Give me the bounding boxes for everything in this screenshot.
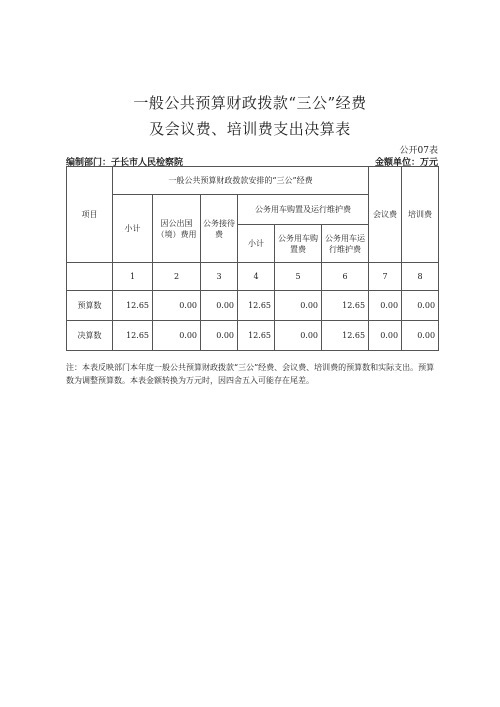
table-cell: 0.00: [369, 321, 402, 351]
table-row-actual: [67, 321, 439, 351]
header-training-fee: 培训费: [402, 167, 439, 263]
table-cell: 0.00: [402, 321, 439, 351]
expenditure-table: [66, 166, 439, 351]
col-number: 8: [402, 263, 439, 291]
table-cell: 0.00: [153, 321, 201, 351]
col-number: 2: [153, 263, 201, 291]
amount-unit: 金额单位：万元: [374, 158, 438, 168]
table-cell: 0.00: [275, 321, 322, 351]
table-cell: 0.00: [153, 291, 201, 321]
header-three-public-group: 一般公共预算财政拨款安排的“三公”经费: [113, 167, 369, 195]
header-subtotal: 小计: [113, 195, 153, 263]
col-number: 1: [113, 263, 153, 291]
table-cell: 12.65: [322, 291, 369, 321]
table-cell: 0.00: [201, 321, 238, 351]
header-item: 项目: [67, 167, 113, 263]
col-number: 3: [201, 263, 238, 291]
row-label: 预算数: [67, 291, 113, 321]
header-vehicle-purchase: 公务用车购置费: [275, 225, 322, 263]
table-cell: 0.00: [201, 291, 238, 321]
header-vehicle-subtotal: 小计: [238, 225, 275, 263]
header-reception-fee: 公务接待费: [201, 195, 238, 263]
table-cell: 0.00: [275, 291, 322, 321]
col-number-blank: [67, 263, 113, 291]
header-abroad-fee: 因公出国（境）费用: [153, 195, 201, 263]
table-row-budget: [67, 291, 439, 321]
header-meeting-fee: 会议费: [369, 167, 402, 263]
compiling-department: 编制部门：子长市人民检察院: [66, 158, 184, 168]
table-cell: 12.65: [238, 321, 275, 351]
table-cell: 12.65: [113, 291, 153, 321]
report-title-line2: 及会议费、培训费支出决算表: [149, 120, 351, 138]
footnote: 注：本表反映部门本年度一般公共预算财政拨款“三公”经费、会议费、培训费的预算数和实际支出。预算数为调整预算数。本表金额转换为万元时，因四舍五入可能存在尾差。: [66, 363, 435, 385]
col-number: 7: [369, 263, 402, 291]
row-label: 决算数: [67, 321, 113, 351]
col-number: 5: [275, 263, 322, 291]
table-cell: 0.00: [402, 291, 439, 321]
table-cell: 12.65: [113, 321, 153, 351]
report-title-line1: 一般公共预算财政拨款“三公”经费: [133, 94, 367, 112]
form-number: 公开07表: [399, 146, 438, 156]
header-vehicle-operation: 公务用车运行维护费: [322, 225, 369, 263]
col-number: 6: [322, 263, 369, 291]
table-cell: 12.65: [322, 321, 369, 351]
header-vehicle-group: 公务用车购置及运行维护费: [238, 195, 369, 225]
table-cell: 0.00: [369, 291, 402, 321]
table-cell: 12.65: [238, 291, 275, 321]
col-number: 4: [238, 263, 275, 291]
